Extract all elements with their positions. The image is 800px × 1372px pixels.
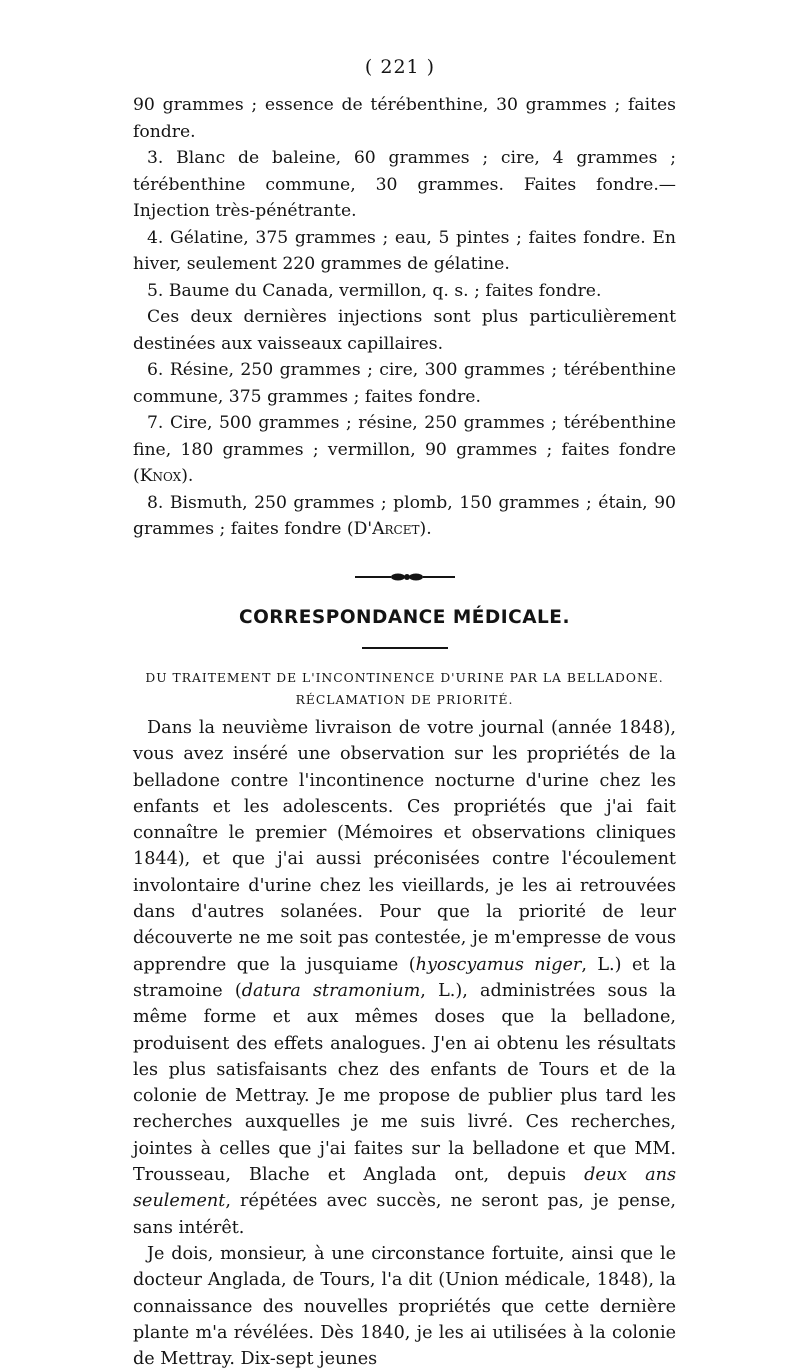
para1-part-c: , L.), administrées sous la même forme et aux mêmes doses que la belladone, produisent des effets analogues. J'en ai obtenu les résultats les plus satisfaisants chez des enfants de Tours et de la colonie de Mettray. Je me propose de publier plus tard les recherches auxquelles je me suis livré. Ces recherches, jointes à celles que j'ai faites sur la belladone et que MM. Trousseau, Blache et Anglada ont, depuis [133, 980, 676, 1186]
recipe-7-text: 7. Cire, 500 grammes ; résine, 250 grammes ; térébenthine fine, 180 grammes ; vermillon, 90 grammes ; faites fondre [133, 413, 676, 460]
recipe-7 [133, 410, 676, 490]
para1-part-b: , L.) et la stramoine ( [133, 954, 677, 1001]
page-number: ( 221 ) [364, 56, 436, 78]
heading-rule [362, 647, 448, 649]
species-hyoscyamus: hyoscyamus niger [415, 954, 582, 975]
capillary-note: Ces deux dernières injections sont plus particulièrement destinées aux vaisseaux capillaires. [133, 307, 676, 354]
recipe-8 [133, 490, 676, 543]
article-paragraph-2: Je dois, monsieur, à une circonstance fortuite, ainsi que le docteur Anglada, de Tours, l'a dit (Union médicale, 1848), la connaissance des nouvelles propriétés que cette dernière plante m'a révélées. Dès 1840, je les ai utilisées à la colonie de Mettray. Dix-sept jeunes [133, 1243, 676, 1370]
article-title: DU TRAITEMENT DE L'INCONTINENCE D'URINE PAR LA BELLADONE. [145, 671, 664, 685]
emphasis-deux-ans: deux ans seulement [133, 1165, 676, 1212]
recipe-7-source: (Knox). [133, 466, 194, 486]
recipe-4: 4. Gélatine, 375 grammes ; eau, 5 pintes ; faites fondre. En hiver, seulement 220 grammes de gélatine. [133, 227, 676, 274]
recipe-8-text: 8. Bismuth, 250 grammes ; plomb, 150 grammes ; étain, 90 grammes ; faites fondre [133, 492, 676, 539]
recipe-8-source: (D'Arcet). [346, 519, 432, 539]
para1-part-a: Dans la neuvième livraison de votre journal (année 1848), vous avez inséré une observation sur les propriétés de la belladone contre l'incontinence nocturne d'urine chez les enfants et les adolescents. Ces propriétés que j'ai fait connaître le premier (Mémoires et observations cliniques 1844), et que j'ai aussi préconisées contre l'écoulement involontaire d'urine chez les vieillards, je les ai retrouvées dans d'autres solanées. Pour que la priorité de leur découverte ne me soit pas contestée, je m'empresse de vous apprendre que la jusquiame ( [133, 718, 676, 975]
ornament-icon [353, 571, 457, 583]
article-paragraph-1 [133, 715, 676, 1241]
text-column [133, 92, 676, 1372]
article-subtitle: RÉCLAMATION DE PRIORITÉ. [295, 693, 514, 707]
recipe-3: 3. Blanc de baleine, 60 grammes ; cire, 4 grammes ; térébenthine commune, 30 grammes. Faites fondre.—Injection très-pénétrante. [133, 148, 676, 221]
recipe-continuation: 90 grammes ; essence de térébenthine, 30 grammes ; faites fondre. [133, 95, 676, 142]
ornament-divider [353, 571, 457, 583]
para1-part-d: , répétées avec succès, ne seront pas, je pense, sans intérêt. [133, 1191, 676, 1238]
section-heading: CORRESPONDANCE MÉDICALE. [239, 606, 570, 628]
recipe-6: 6. Résine, 250 grammes ; cire, 300 grammes ; térébenthine commune, 375 grammes ; faites fondre. [133, 360, 676, 407]
species-datura: datura stramonium [241, 980, 421, 1001]
recipe-5: 5. Baume du Canada, vermillon, q. s. ; faites fondre. [147, 280, 602, 301]
